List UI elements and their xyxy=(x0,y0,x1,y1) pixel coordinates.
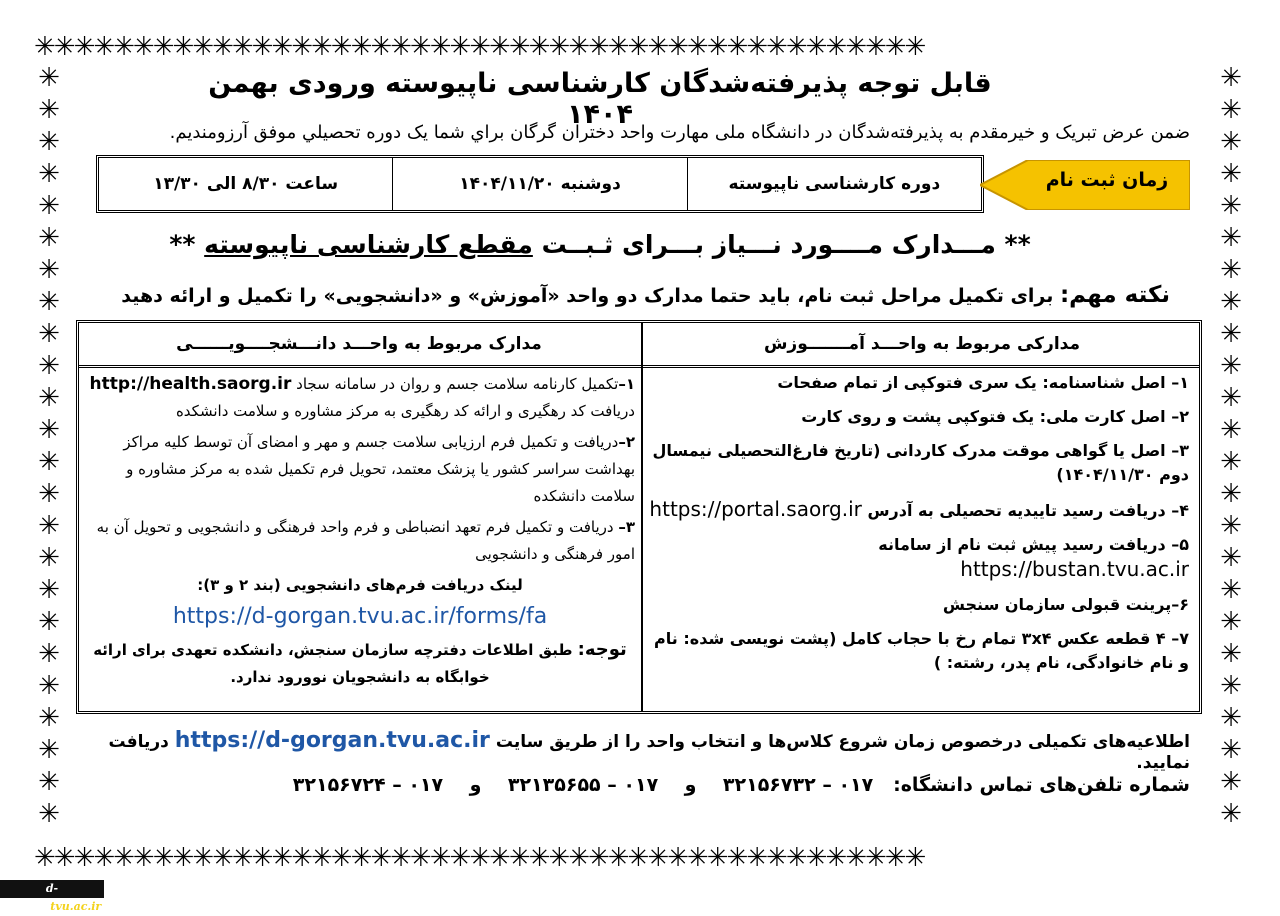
phone-number: ۰۱۷ – ۳۲۱۵۶۷۳۲ xyxy=(722,774,874,796)
site-link[interactable]: https://d-gorgan.tvu.ac.ir xyxy=(174,728,490,753)
important-note xyxy=(120,282,1170,308)
dorm-note xyxy=(85,636,635,691)
border-right: ✳ ✳ ✳ ✳ ✳ ✳ ✳ ✳ ✳ ✳ ✳ ✳ ✳ ✳ ✳ ✳ ✳ ✳ ✳ ✳ ✳ ✳ ✳ ✳ xyxy=(1220,63,1242,829)
phone-number: ۰۱۷ – ۳۲۱۳۵۶۵۵ xyxy=(507,774,659,796)
heading-underlined: مقطع کارشناسی ناپیوسته xyxy=(204,230,533,259)
student-item xyxy=(85,429,635,510)
table-header xyxy=(79,323,1199,368)
forms-link[interactable] xyxy=(85,603,635,632)
education-list xyxy=(649,371,1189,685)
table-divider xyxy=(641,323,643,711)
student-item xyxy=(85,514,635,568)
education-item xyxy=(649,593,1189,617)
item-text: ۴ قطعه عکس ۳x۴ تمام رخ با حجاب کامل (پشت نویسی شده: نام و نام خانوادگی، نام پدر، رشته: ) xyxy=(654,629,1189,672)
item-text: تکمیل کارنامه سلامت جسم و روان در سامانه سجاد xyxy=(291,375,619,393)
border-left: ✳ ✳ ✳ ✳ ✳ ✳ ✳ ✳ ✳ ✳ ✳ ✳ ✳ ✳ ✳ ✳ ✳ ✳ ✳ ✳ ✳ ✳ ✳ ✳ xyxy=(38,63,60,829)
registration-label-arrow xyxy=(980,160,1190,210)
item-number: ۶– xyxy=(1171,595,1189,614)
item-number: ۲– xyxy=(618,433,635,451)
footer-phones xyxy=(110,774,1190,796)
student-item xyxy=(85,371,635,425)
forms-link-text[interactable]: https://d-gorgan.tvu.ac.ir/forms/fa xyxy=(172,604,548,629)
item-number: ۳– xyxy=(618,518,635,536)
item-text: دریافت رسید پیش ثبت نام از سامانه xyxy=(878,535,1172,554)
education-item xyxy=(649,627,1189,675)
education-item xyxy=(649,497,1189,523)
item-number: ۱– xyxy=(618,375,635,393)
registration-date: دوشنبه ۱۴۰۴/۱۱/۲۰ xyxy=(392,158,686,210)
item-number: ۲– xyxy=(1171,407,1189,426)
forms-link-label: لینک دریافت فرم‌های دانشجویی (بند ۲ و ۳): xyxy=(197,576,523,594)
portal-link[interactable]: https://portal.saorg.ir xyxy=(649,497,862,521)
education-item xyxy=(649,405,1189,429)
phone-separator: و xyxy=(469,774,482,796)
bustan-link[interactable]: https://bustan.tvu.ac.ir xyxy=(960,557,1189,581)
site-watermark xyxy=(0,880,104,913)
education-item xyxy=(649,439,1189,487)
phone-number: ۰۱۷ – ۳۲۱۵۶۷۲۴ xyxy=(292,774,444,796)
phones-label: شماره تلفن‌های تماس دانشگاه: xyxy=(893,774,1190,796)
watermark-domain: tvu.ac.ir xyxy=(50,900,102,913)
footer-info xyxy=(80,728,1190,773)
footer-info-suffix: دریافت نمایید. xyxy=(108,732,1190,773)
registration-label: زمان ثبت نام xyxy=(1045,169,1169,191)
note-text: برای تکمیل مراحل ثبت نام، باید حتما مدارک دو واحد «آموزش» و «دانشجویی» را تکمیل و ارائه دهید xyxy=(121,285,1060,307)
note-label: نکته مهم: xyxy=(1059,282,1170,308)
intro-text: ضمن عرض تبریک و خیرمقدم به پذیرفته‌شدگان در دانشگاه ملی مهارت واحد دختران گرگان براي شما يک دوره تحصيلي موفق آرزومنديم. xyxy=(169,122,1190,143)
registration-time: ساعت ۸/۳۰ الی ۱۳/۳۰ xyxy=(153,174,339,194)
documents-table xyxy=(76,320,1202,714)
registration-table xyxy=(96,155,984,213)
watermark-text: d-gorgan. xyxy=(2,882,59,913)
item-number: ۱– xyxy=(1171,373,1189,392)
item-text: دریافت و تکمیل فرم ارزیابی سلامت جسم و مهر و امضای آن توسط کلیه مراکز بهداشت سراسر کشور یا پزشک معتمد، تحویل فرم تکمیل شده به مرکز مشاوره و سلامت دانشکده xyxy=(123,433,635,505)
page-title: قابل توجه پذیرفته‌شدگان کارشناسی ناپیوسته ورودی بهمن ۱۴۰۴ xyxy=(208,68,992,130)
student-header: مدارک مربوط به واحـــد دانـــشجــــويــــــی xyxy=(176,334,542,354)
footer-info-text: اطلاعیه‌های تکمیلی درخصوص زمان شروع کلاس‌ها و انتخاب واحد را از طریق سایت xyxy=(489,732,1190,752)
dorm-note-label: توجه: xyxy=(577,639,627,660)
registration-course: دوره کارشناسی ناپیوسته xyxy=(687,158,981,210)
documents-heading xyxy=(150,230,1050,259)
item-text: دریافت رسید تاییدیه تحصیلی به آدرس xyxy=(861,501,1172,520)
education-item xyxy=(649,371,1189,395)
dorm-note-text: طبق اطلاعات دفترچه سازمان سنجش، دانشکده تعهدی برای ارائه خوابگاه به دانشجویان نوورود ندارد. xyxy=(93,641,578,686)
item-text-continued: دریافت کد رهگیری و ارائه کد رهگیری به مرکز مشاوره و سلامت دانشکده xyxy=(175,402,635,420)
education-header: مدارکی مربوط به واحـــد آمـــــــوزش xyxy=(763,334,1081,354)
item-text: اصل یا گواهی موقت مدرک کاردانی (تاریخ فارغ‌التحصیلی نیمسال دوم ۱۴۰۴/۱۱/۳۰) xyxy=(652,441,1189,484)
item-text: پرینت قبولی سازمان سنجش xyxy=(942,595,1172,614)
border-top: ✳✳✳✳✳✳✳✳✳✳✳✳✳✳✳✳✳✳✳✳✳✳✳✳✳✳✳✳✳✳✳✳✳✳✳✳✳✳✳✳✳✳✳✳✳ xyxy=(34,32,925,62)
health-link[interactable]: http://health.saorg.ir xyxy=(89,374,292,394)
phone-separator: و xyxy=(684,774,697,796)
item-number: ۳– xyxy=(1171,441,1189,460)
heading-prefix: ** مـــدارک مــــورد نـــیاز بـــرای ثـبــت xyxy=(541,230,1031,259)
border-bottom: ✳✳✳✳✳✳✳✳✳✳✳✳✳✳✳✳✳✳✳✳✳✳✳✳✳✳✳✳✳✳✳✳✳✳✳✳✳✳✳✳✳✳✳✳✳ xyxy=(34,843,925,873)
heading-suffix: ** xyxy=(169,230,205,259)
education-item xyxy=(649,533,1189,583)
item-number: ۷– xyxy=(1171,629,1189,648)
item-text: دریافت و تکمیل فرم تعهد انضباطی و فرم واحد فرهنگی و دانشجویی و تحویل آن به امور فرهنگی و دانشجویی xyxy=(96,518,635,563)
item-number: ۵– xyxy=(1171,535,1189,554)
item-text: اصل شناسنامه: یک سری فتوکپی از تمام صفحات xyxy=(777,373,1172,392)
item-text: اصل کارت ملی: یک فتوکپی پشت و روی کارت xyxy=(801,407,1172,426)
item-number: ۴– xyxy=(1171,501,1189,520)
student-list xyxy=(85,371,635,695)
